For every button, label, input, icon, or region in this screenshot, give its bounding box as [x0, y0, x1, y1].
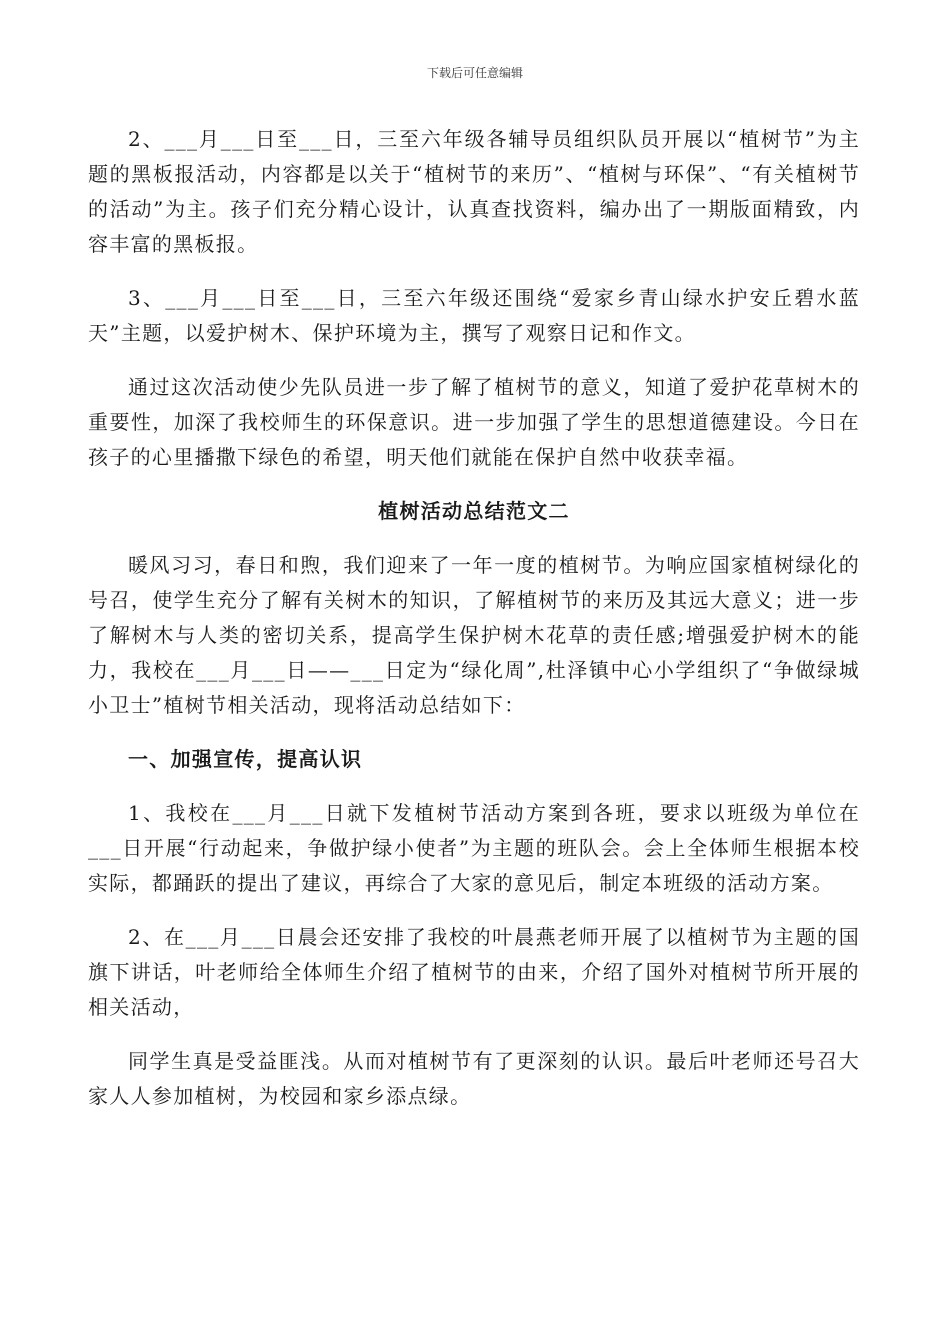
paragraph-summary: 通过这次活动使少先队员进一步了解了植树节的意义，知道了爱护花草树木的重要性，加深了我校师生的环保意识。进一步加强了学生的思想道德建设。今日在孩子的心里播撒下绿色的希望，明天他们就能在保护自然中收获幸福。: [88, 375, 860, 469]
paragraph-class-meeting: 1、我校在___月___日就下发植树节活动方案到各班，要求以班级为单位在___日开展“行动起来，争做护绿小使者”为主题的班队会。会上全体师生根据本校实际，都踊跃的提出了建议，再综合了大家的意见后，制定本班级的活动方案。: [88, 801, 860, 895]
paragraph-intro: 暖风习习，春日和煦，我们迎来了一年一度的植树节。为响应国家植树绿化的号召，使学生充分了解有关树木的知识，了解植树节的来历及其远大意义；进一步了解树木与人类的密切关系，提高学生保护树木花草的责任感;增强爱护树木的能力，我校在___月___日——___日定为“绿化周”,杜泽镇中心小学组织了“争做绿城小卫士”植树节相关活动，现将活动总结如下：: [88, 553, 860, 717]
paragraph-conclusion: 同学生真是受益匪浅。从而对植树节有了更深刻的认识。最后叶老师还号召大家人人参加植树，为校园和家乡添点绿。: [88, 1049, 860, 1108]
paragraph-essay-activity: 3、___月___日至___日，三至六年级还围绕“爱家乡青山绿水护安丘碧水蓝天”主题，以爱护树木、保护环境为主，撰写了观察日记和作文。: [88, 286, 860, 345]
section-title: 植树活动总结范文二: [378, 499, 570, 523]
paragraph-blackboard-activity: 2、___月___日至___日，三至六年级各辅导员组织队员开展以“植树节”为主题的黑板报活动，内容都是以关于“植树节的来历”、“植树与环保”、“有关植树节的活动”为主。孩子们充分精心设计，认真查找资料，编办出了一期版面精致，内容丰富的黑板报。: [88, 127, 860, 256]
section-heading: 一、加强宣传，提高认识: [128, 747, 363, 771]
header-note: 下载后可任意编辑: [426, 66, 523, 80]
document-body: [88, 122, 860, 1114]
paragraph-flag-speech: 2、在___月___日晨会还安排了我校的叶晨燕老师开展了以植树节为主题的国旗下讲话，叶老师给全体师生介绍了植树节的由来，介绍了国外对植树节所开展的相关活动，: [88, 925, 860, 1019]
